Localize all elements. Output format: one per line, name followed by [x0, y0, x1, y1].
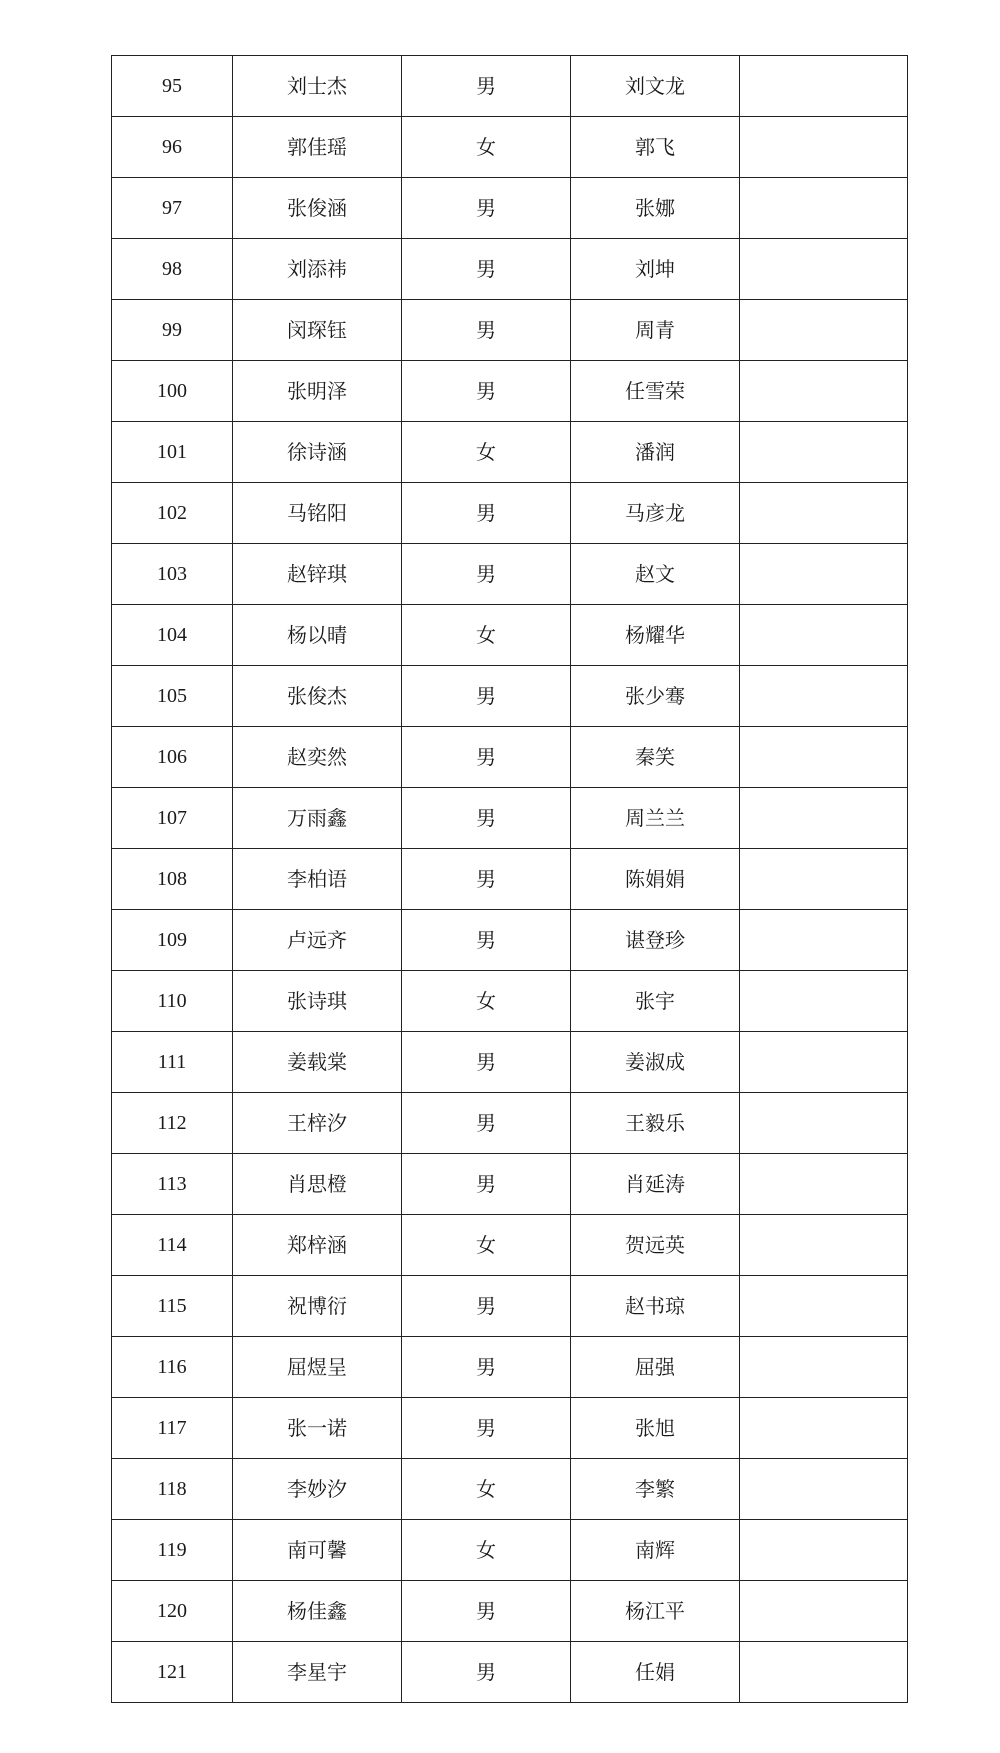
remarks-cell — [740, 56, 908, 117]
table-row — [112, 1032, 908, 1093]
remarks-cell — [740, 971, 908, 1032]
table-row — [112, 788, 908, 849]
table-row — [112, 1215, 908, 1276]
guardian-name-cell: 任娟 — [571, 1642, 740, 1703]
table-row — [112, 1154, 908, 1215]
table-row — [112, 422, 908, 483]
gender-cell: 男 — [402, 544, 571, 605]
gender-cell: 女 — [402, 1520, 571, 1581]
student-name-cell: 张一诺 — [233, 1398, 402, 1459]
student-name-cell: 张诗琪 — [233, 971, 402, 1032]
remarks-cell — [740, 605, 908, 666]
table-row — [112, 666, 908, 727]
guardian-name-cell: 姜淑成 — [571, 1032, 740, 1093]
guardian-name-cell: 潘润 — [571, 422, 740, 483]
student-name-cell: 郭佳瑶 — [233, 117, 402, 178]
row-number-cell: 108 — [112, 849, 233, 910]
row-number-cell: 120 — [112, 1581, 233, 1642]
roster-table — [111, 55, 908, 1703]
student-name-cell: 李星宇 — [233, 1642, 402, 1703]
gender-cell: 男 — [402, 1398, 571, 1459]
student-name-cell: 杨佳鑫 — [233, 1581, 402, 1642]
student-name-cell: 张俊涵 — [233, 178, 402, 239]
gender-cell: 男 — [402, 239, 571, 300]
roster-table-body — [112, 56, 908, 1703]
remarks-cell — [740, 178, 908, 239]
guardian-name-cell: 张旭 — [571, 1398, 740, 1459]
student-name-cell: 王梓汐 — [233, 1093, 402, 1154]
gender-cell: 男 — [402, 1032, 571, 1093]
row-number-cell: 116 — [112, 1337, 233, 1398]
remarks-cell — [740, 1093, 908, 1154]
table-row — [112, 605, 908, 666]
table-row — [112, 544, 908, 605]
row-number-cell: 118 — [112, 1459, 233, 1520]
gender-cell: 男 — [402, 1581, 571, 1642]
table-row — [112, 1642, 908, 1703]
student-name-cell: 李妙汐 — [233, 1459, 402, 1520]
guardian-name-cell: 郭飞 — [571, 117, 740, 178]
guardian-name-cell: 秦笑 — [571, 727, 740, 788]
row-number-cell: 121 — [112, 1642, 233, 1703]
guardian-name-cell: 周兰兰 — [571, 788, 740, 849]
table-row — [112, 239, 908, 300]
row-number-cell: 114 — [112, 1215, 233, 1276]
guardian-name-cell: 谌登珍 — [571, 910, 740, 971]
student-name-cell: 杨以晴 — [233, 605, 402, 666]
table-row — [112, 56, 908, 117]
student-name-cell: 徐诗涵 — [233, 422, 402, 483]
row-number-cell: 107 — [112, 788, 233, 849]
row-number-cell: 119 — [112, 1520, 233, 1581]
guardian-name-cell: 杨江平 — [571, 1581, 740, 1642]
table-row — [112, 1276, 908, 1337]
row-number-cell: 99 — [112, 300, 233, 361]
gender-cell: 女 — [402, 1459, 571, 1520]
gender-cell: 男 — [402, 788, 571, 849]
guardian-name-cell: 周青 — [571, 300, 740, 361]
gender-cell: 女 — [402, 422, 571, 483]
remarks-cell — [740, 849, 908, 910]
row-number-cell: 105 — [112, 666, 233, 727]
table-row — [112, 1398, 908, 1459]
row-number-cell: 112 — [112, 1093, 233, 1154]
guardian-name-cell: 王毅乐 — [571, 1093, 740, 1154]
table-row — [112, 178, 908, 239]
guardian-name-cell: 马彦龙 — [571, 483, 740, 544]
guardian-name-cell: 刘坤 — [571, 239, 740, 300]
row-number-cell: 104 — [112, 605, 233, 666]
guardian-name-cell: 陈娟娟 — [571, 849, 740, 910]
remarks-cell — [740, 1154, 908, 1215]
student-name-cell: 肖思橙 — [233, 1154, 402, 1215]
remarks-cell — [740, 1520, 908, 1581]
student-name-cell: 祝博衍 — [233, 1276, 402, 1337]
remarks-cell — [740, 666, 908, 727]
row-number-cell: 98 — [112, 239, 233, 300]
gender-cell: 男 — [402, 666, 571, 727]
remarks-cell — [740, 483, 908, 544]
gender-cell: 男 — [402, 910, 571, 971]
row-number-cell: 100 — [112, 361, 233, 422]
remarks-cell — [740, 910, 908, 971]
gender-cell: 女 — [402, 605, 571, 666]
remarks-cell — [740, 239, 908, 300]
gender-cell: 男 — [402, 1154, 571, 1215]
row-number-cell: 110 — [112, 971, 233, 1032]
remarks-cell — [740, 544, 908, 605]
row-number-cell: 95 — [112, 56, 233, 117]
student-name-cell: 李柏语 — [233, 849, 402, 910]
student-name-cell: 赵锌琪 — [233, 544, 402, 605]
guardian-name-cell: 南辉 — [571, 1520, 740, 1581]
table-row — [112, 117, 908, 178]
row-number-cell: 117 — [112, 1398, 233, 1459]
table-row — [112, 300, 908, 361]
gender-cell: 男 — [402, 1276, 571, 1337]
table-row — [112, 910, 908, 971]
gender-cell: 女 — [402, 971, 571, 1032]
row-number-cell: 97 — [112, 178, 233, 239]
student-name-cell: 刘添祎 — [233, 239, 402, 300]
row-number-cell: 113 — [112, 1154, 233, 1215]
student-name-cell: 屈煜呈 — [233, 1337, 402, 1398]
table-row — [112, 1093, 908, 1154]
row-number-cell: 111 — [112, 1032, 233, 1093]
table-row — [112, 849, 908, 910]
student-name-cell: 卢远齐 — [233, 910, 402, 971]
remarks-cell — [740, 1642, 908, 1703]
remarks-cell — [740, 1032, 908, 1093]
remarks-cell — [740, 422, 908, 483]
student-name-cell: 南可馨 — [233, 1520, 402, 1581]
row-number-cell: 106 — [112, 727, 233, 788]
guardian-name-cell: 刘文龙 — [571, 56, 740, 117]
remarks-cell — [740, 1459, 908, 1520]
gender-cell: 男 — [402, 361, 571, 422]
remarks-cell — [740, 788, 908, 849]
row-number-cell: 102 — [112, 483, 233, 544]
table-row — [112, 361, 908, 422]
remarks-cell — [740, 1337, 908, 1398]
student-name-cell: 闵琛钰 — [233, 300, 402, 361]
row-number-cell: 103 — [112, 544, 233, 605]
gender-cell: 男 — [402, 1642, 571, 1703]
guardian-name-cell: 赵书琼 — [571, 1276, 740, 1337]
table-row — [112, 483, 908, 544]
guardian-name-cell: 李繁 — [571, 1459, 740, 1520]
guardian-name-cell: 肖延涛 — [571, 1154, 740, 1215]
remarks-cell — [740, 300, 908, 361]
guardian-name-cell: 贺远英 — [571, 1215, 740, 1276]
table-row — [112, 1520, 908, 1581]
student-name-cell: 张俊杰 — [233, 666, 402, 727]
guardian-name-cell: 张宇 — [571, 971, 740, 1032]
remarks-cell — [740, 1398, 908, 1459]
table-row — [112, 1459, 908, 1520]
gender-cell: 男 — [402, 178, 571, 239]
remarks-cell — [740, 361, 908, 422]
guardian-name-cell: 张少骞 — [571, 666, 740, 727]
remarks-cell — [740, 1215, 908, 1276]
guardian-name-cell: 杨耀华 — [571, 605, 740, 666]
gender-cell: 男 — [402, 300, 571, 361]
row-number-cell: 109 — [112, 910, 233, 971]
table-row — [112, 971, 908, 1032]
gender-cell: 男 — [402, 1337, 571, 1398]
student-name-cell: 郑梓涵 — [233, 1215, 402, 1276]
remarks-cell — [740, 117, 908, 178]
student-name-cell: 刘士杰 — [233, 56, 402, 117]
row-number-cell: 96 — [112, 117, 233, 178]
remarks-cell — [740, 1276, 908, 1337]
remarks-cell — [740, 1581, 908, 1642]
guardian-name-cell: 任雪荣 — [571, 361, 740, 422]
student-name-cell: 马铭阳 — [233, 483, 402, 544]
table-row — [112, 1581, 908, 1642]
student-name-cell: 姜载棠 — [233, 1032, 402, 1093]
student-name-cell: 万雨鑫 — [233, 788, 402, 849]
table-row — [112, 727, 908, 788]
gender-cell: 男 — [402, 727, 571, 788]
gender-cell: 男 — [402, 849, 571, 910]
student-name-cell: 赵奕然 — [233, 727, 402, 788]
student-name-cell: 张明泽 — [233, 361, 402, 422]
guardian-name-cell: 屈强 — [571, 1337, 740, 1398]
table-row — [112, 1337, 908, 1398]
gender-cell: 女 — [402, 1215, 571, 1276]
gender-cell: 女 — [402, 117, 571, 178]
row-number-cell: 101 — [112, 422, 233, 483]
row-number-cell: 115 — [112, 1276, 233, 1337]
gender-cell: 男 — [402, 483, 571, 544]
gender-cell: 男 — [402, 1093, 571, 1154]
guardian-name-cell: 张娜 — [571, 178, 740, 239]
gender-cell: 男 — [402, 56, 571, 117]
guardian-name-cell: 赵文 — [571, 544, 740, 605]
remarks-cell — [740, 727, 908, 788]
